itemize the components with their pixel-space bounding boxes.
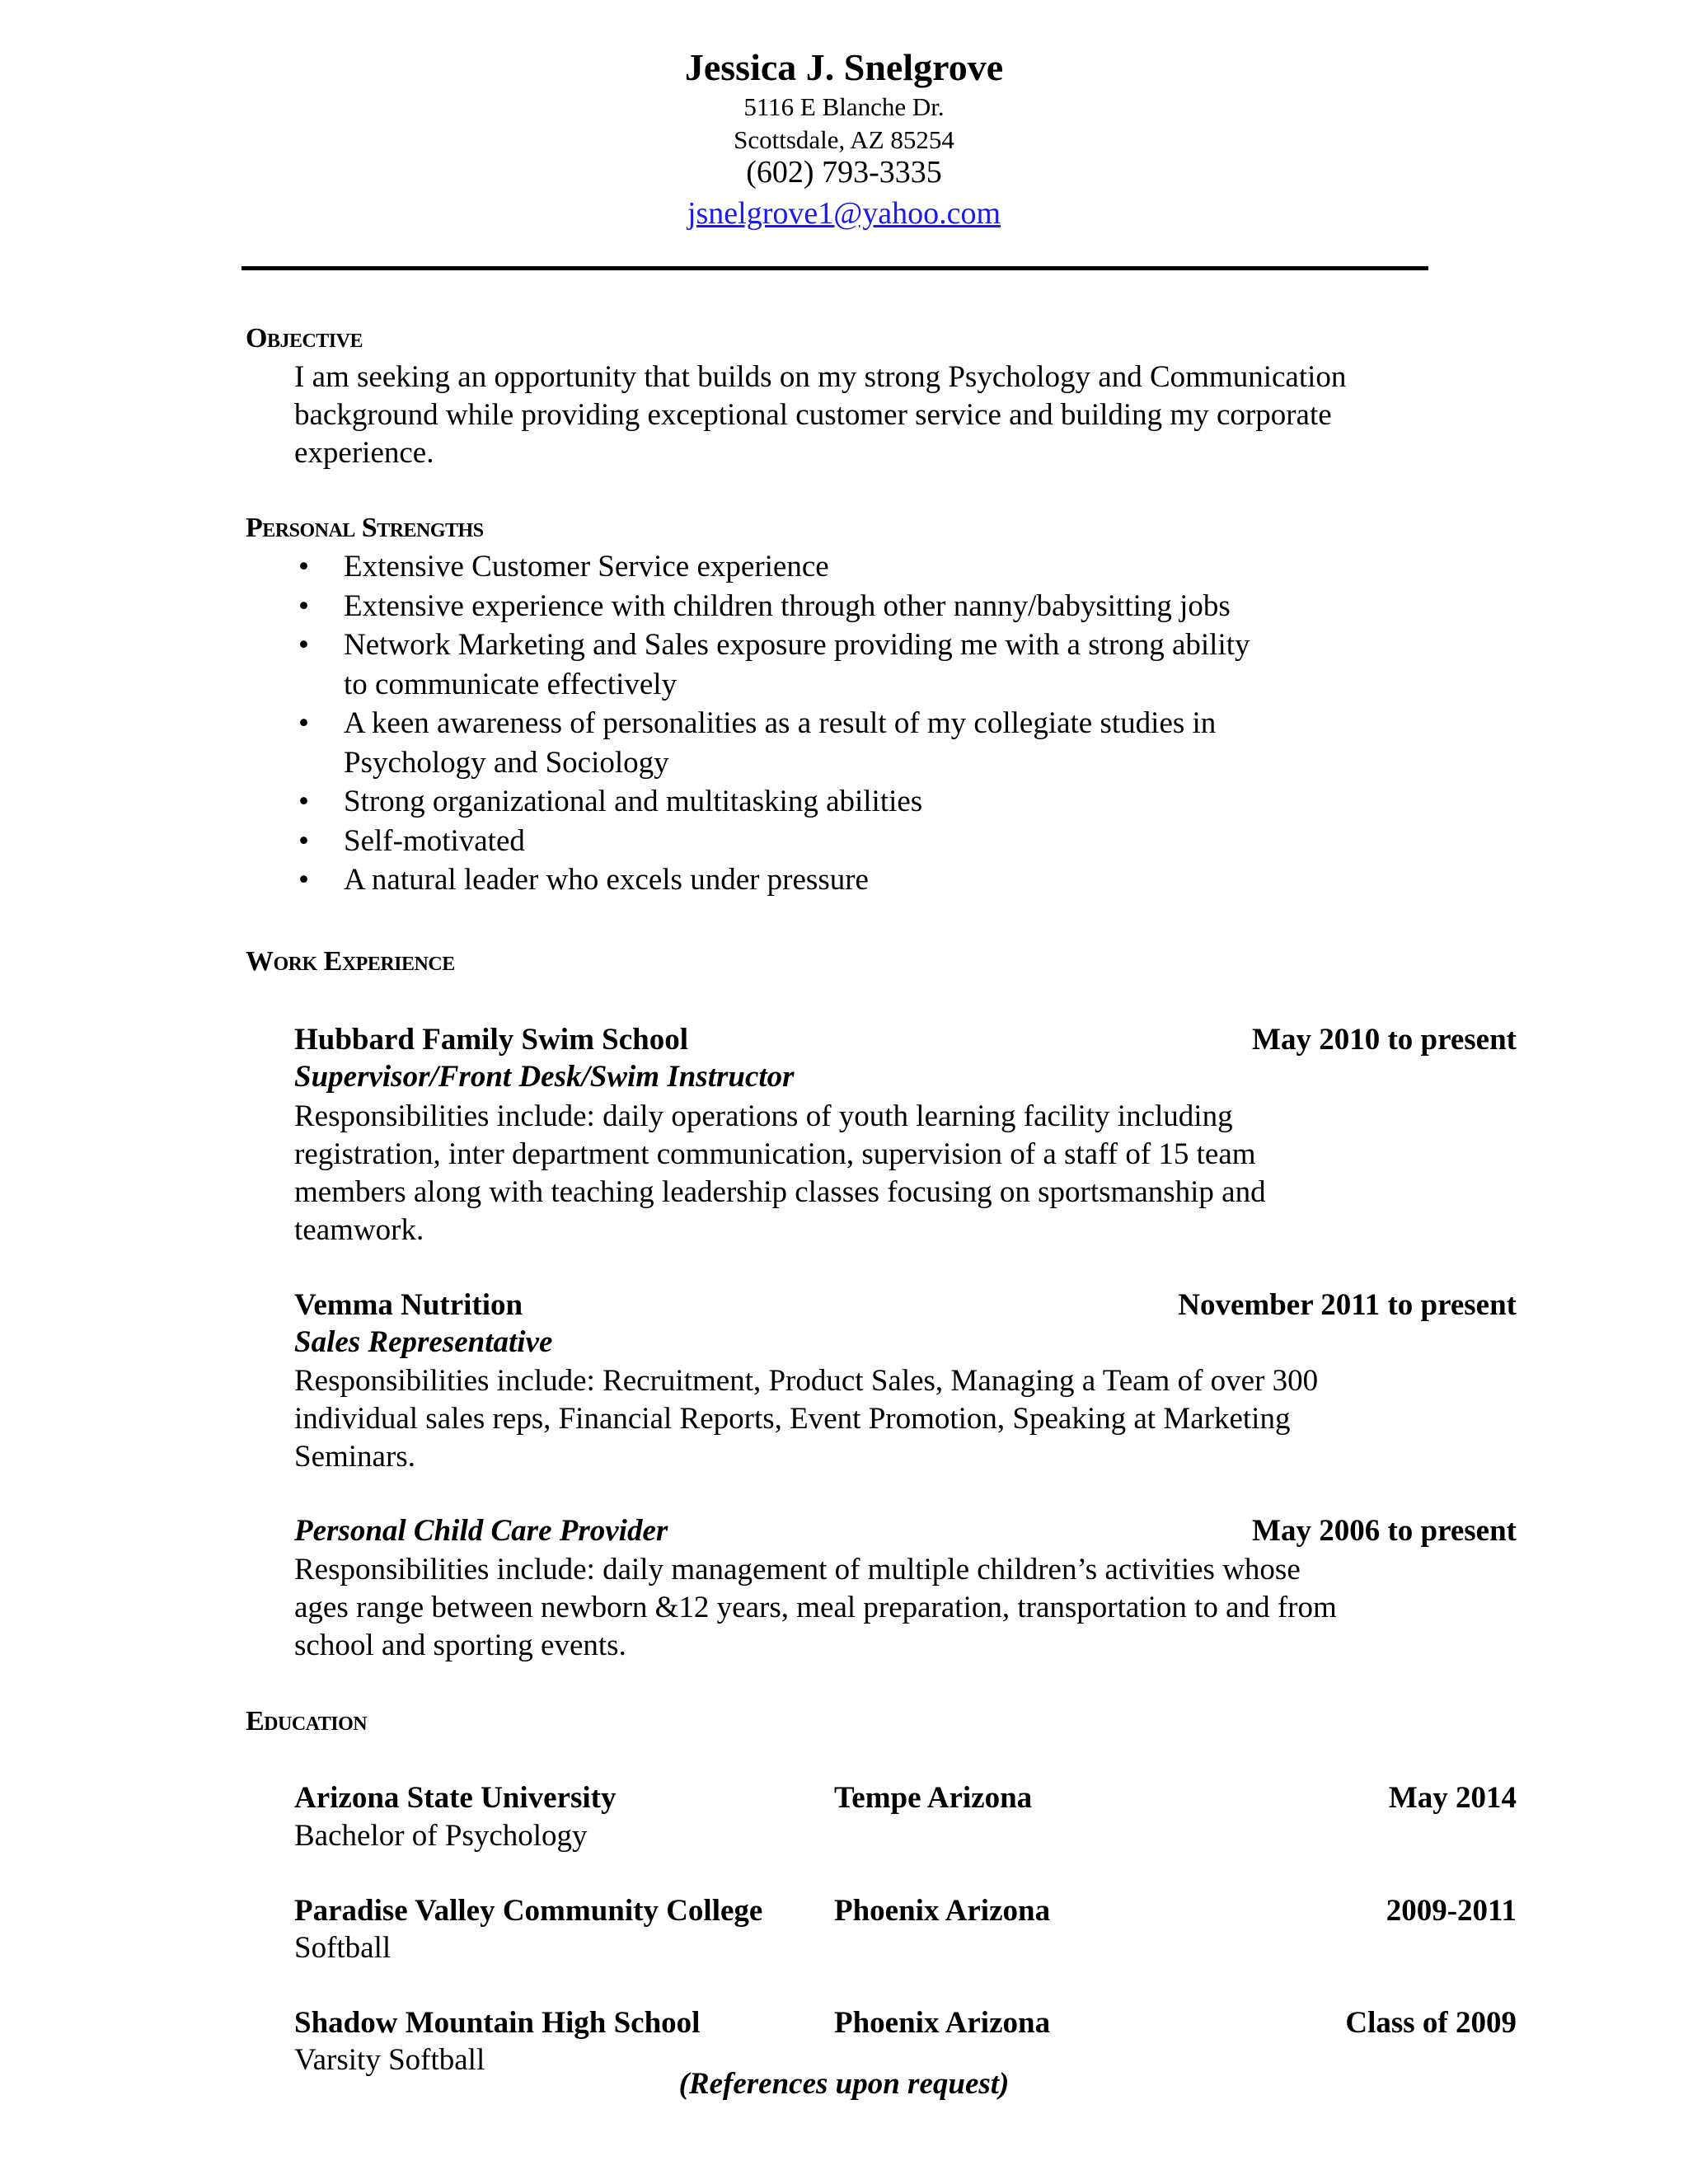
work-heading: Work Experience	[246, 946, 455, 977]
job-line: Responsibilities include: Recruitment, Product Sales, Managing a Team of over 300	[294, 1364, 1319, 1398]
school-location: Tempe Arizona	[834, 1781, 1033, 1815]
bullet-icon: •	[298, 550, 309, 583]
email-row	[0, 195, 1688, 232]
objective-line: background while providing exceptional customer service and building my corporate	[294, 398, 1332, 432]
job-dates: May 2010 to present	[1252, 1023, 1517, 1057]
list-item: • Extensive experience with children through other nanny/babysitting jobs	[294, 587, 1432, 626]
job-line: teamwork.	[294, 1213, 424, 1247]
candidate-name: Jessica J. Snelgrove	[684, 46, 1004, 88]
job-title: Sales Representative	[294, 1325, 553, 1359]
job-line: Seminars.	[294, 1440, 415, 1474]
job-dates: November 2011 to present	[1178, 1288, 1517, 1322]
education-heading: Education	[246, 1706, 368, 1736]
phone-number: (602) 793-3335	[746, 155, 942, 190]
job-description	[294, 1362, 1423, 1476]
job-line: registration, inter department communication, supervision of a staff of 15 team	[294, 1137, 1256, 1171]
strengths-list	[294, 547, 1432, 900]
school-name: Shadow Mountain High School	[294, 2006, 701, 2040]
job-line: ages range between newborn &12 years, meal preparation, transportation to and from	[294, 1591, 1337, 1624]
bullet-icon: •	[298, 588, 309, 623]
objective-heading: Objective	[246, 323, 363, 354]
bullet-icon: •	[298, 706, 309, 740]
bullet-icon: •	[298, 863, 309, 897]
references-note: (References upon request)	[678, 2067, 1010, 2101]
job-line: members along with teaching leadership classes focusing on sportsmanship and	[294, 1175, 1266, 1209]
objective-line: I am seeking an opportunity that builds on my strong Psychology and Communication	[294, 360, 1347, 394]
list-item: • Self-motivated	[294, 822, 1432, 861]
job-dates: May 2006 to present	[1252, 1514, 1517, 1548]
list-item: • A keen awareness of personalities as a result of my collegiate studies in Psychology and Sociology	[294, 704, 1432, 782]
job-header	[294, 1513, 1517, 1551]
address-city: Scottsdale, AZ 85254	[734, 125, 954, 154]
school-detail: Varsity Softball	[294, 2043, 485, 2077]
job-title: Personal Child Care Provider	[294, 1514, 668, 1548]
job-line: school and sporting events.	[294, 1629, 626, 1662]
job-line: Responsibilities include: daily management of multiple children’s activities whose	[294, 1553, 1301, 1586]
school-name: Paradise Valley Community College	[294, 1894, 763, 1928]
bullet-icon: •	[298, 628, 309, 662]
address-street: 5116 E Blanche Dr.	[743, 92, 945, 121]
school-name: Arizona State University	[294, 1781, 617, 1815]
school-date: Class of 2009	[1345, 2006, 1517, 2040]
job-title: Supervisor/Front Desk/Swim Instructor	[294, 1060, 795, 1094]
objective-line: experience.	[294, 436, 434, 470]
school-row	[294, 1893, 1517, 1931]
school-row	[294, 2005, 1517, 2043]
job-line: individual sales reps, Financial Reports, Event Promotion, Speaking at Marketing	[294, 1402, 1291, 1436]
school-row	[294, 1780, 1517, 1818]
school-date: 2009-2011	[1386, 1894, 1517, 1928]
list-item: • A natural leader who excels under pressure	[294, 860, 1432, 900]
bullet-icon: •	[298, 785, 309, 818]
job-line: Responsibilities include: daily operations of youth learning facility including	[294, 1099, 1233, 1133]
school-detail: Softball	[294, 1931, 392, 1965]
list-item: • Extensive Customer Service experience	[294, 547, 1432, 587]
objective-text	[294, 359, 1423, 472]
strengths-heading: Personal Strengths	[246, 513, 484, 543]
job-description	[294, 1098, 1423, 1249]
list-item: • Strong organizational and multitasking abilities	[294, 782, 1432, 822]
school-location: Phoenix Arizona	[834, 1894, 1051, 1928]
header-divider	[241, 266, 1428, 270]
employer-name: Vemma Nutrition	[294, 1288, 523, 1322]
job-header	[294, 1022, 1517, 1060]
bullet-icon: •	[298, 823, 309, 858]
school-date: May 2014	[1388, 1781, 1517, 1815]
school-location: Phoenix Arizona	[834, 2006, 1051, 2040]
job-description	[294, 1551, 1423, 1665]
employer-name: Hubbard Family Swim School	[294, 1023, 689, 1057]
school-detail: Bachelor of Psychology	[294, 1819, 588, 1853]
job-header	[294, 1287, 1517, 1325]
list-item: • Network Marketing and Sales exposure providing me with a strong ability to communicate effectively	[294, 626, 1432, 704]
email-link[interactable]: jsnelgrove1@yahoo.com	[687, 196, 1001, 231]
